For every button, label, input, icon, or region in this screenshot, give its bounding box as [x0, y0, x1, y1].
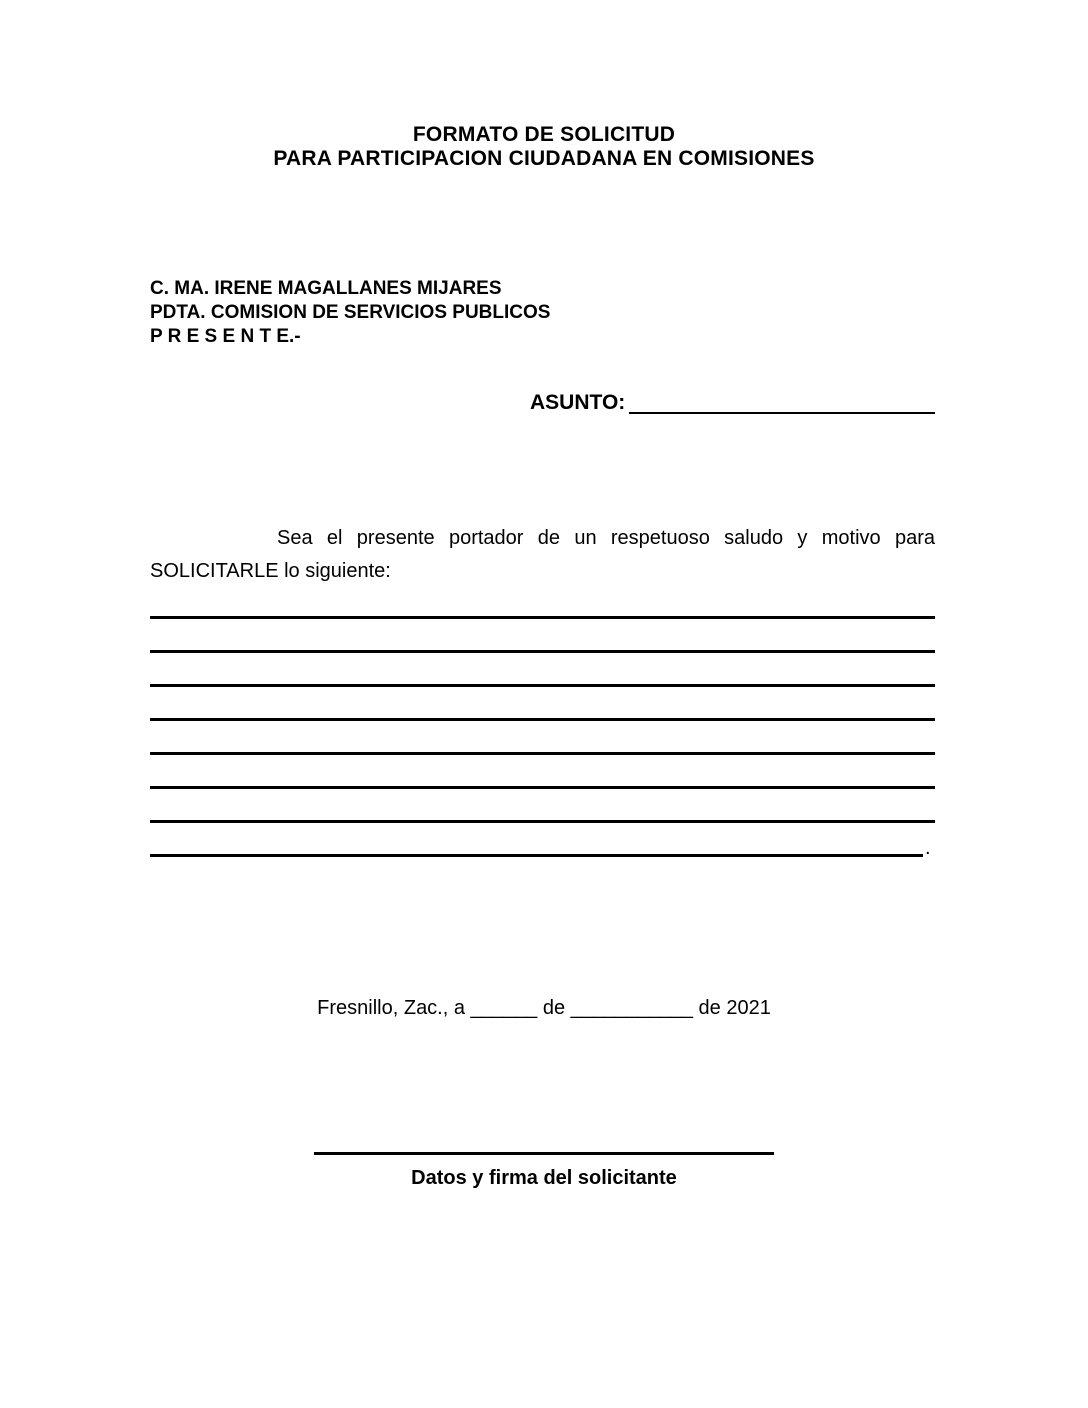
addressee-block — [150, 277, 550, 349]
addressee-role: PDTA. COMISION DE SERVICIOS PUBLICOS — [150, 302, 551, 323]
subject-label: ASUNTO: — [530, 391, 626, 414]
request-paragraph: Sea el presente portador de un respetuoso saludo y motivo para SOLICITARLE lo siguiente: — [150, 527, 935, 582]
signature-blank-line — [314, 1152, 774, 1155]
document-title — [0, 123, 1088, 171]
write-line-rule — [150, 823, 923, 857]
request-write-lines — [150, 585, 935, 857]
subject-row — [530, 392, 935, 414]
write-line — [150, 687, 935, 721]
write-line — [150, 619, 935, 653]
write-line — [150, 823, 935, 857]
subject-blank-field — [629, 392, 935, 414]
date-line: Fresnillo, Zac., a ______ de ___________ de 2021 — [317, 997, 771, 1019]
addressee-salutation: P R E S E N T E.- — [150, 326, 301, 347]
write-line — [150, 585, 935, 619]
write-line — [150, 789, 935, 823]
write-line — [150, 653, 935, 687]
write-line-suffix: . — [925, 837, 931, 859]
write-line — [150, 721, 935, 755]
signature-caption: Datos y firma del solicitante — [411, 1167, 677, 1189]
document-title-line2: PARA PARTICIPACION CIUDADANA EN COMISIONES — [273, 147, 815, 170]
signature-block — [0, 1152, 1088, 1189]
document-title-line1: FORMATO DE SOLICITUD — [412, 123, 676, 146]
write-line — [150, 755, 935, 789]
addressee-name: C. MA. IRENE MAGALLANES MIJARES — [150, 278, 502, 299]
